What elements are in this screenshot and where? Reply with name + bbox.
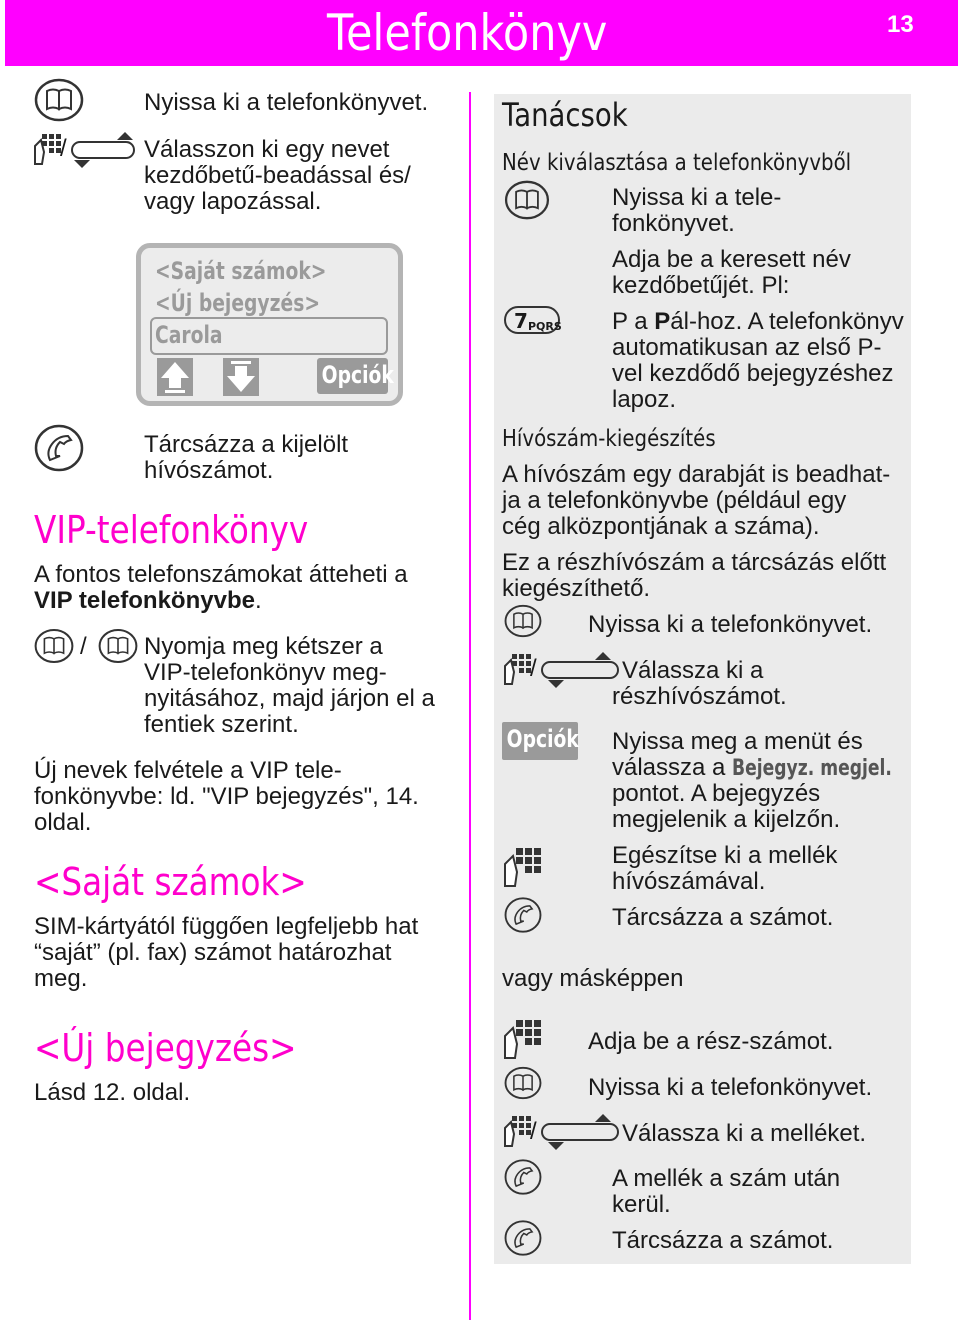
vip-step-4: fentiek szerint. (144, 711, 299, 738)
tips-part1-2: ja a telefonkönyvbe (például egy (502, 487, 847, 514)
tips-complete-2: hívószámával. (612, 868, 766, 895)
slash: / (80, 633, 87, 660)
slash: / (60, 135, 67, 162)
call-key-icon (504, 1219, 542, 1257)
step-select-name-3: vagy lapozással. (144, 188, 322, 215)
tips-dial: Tárcsázza a számot. (612, 904, 834, 931)
vip-new-3: oldal. (34, 809, 92, 836)
tips-or-otherwise: vagy másképpen (502, 965, 684, 992)
vip-step-2: VIP-telefonkönyv meg- (144, 659, 387, 686)
step-open-phonebook: Nyissa ki a telefonkönyvet. (144, 89, 429, 116)
display-selected-name: Carola (155, 321, 223, 349)
vip-new-2: fonkönyvbe: ld. "VIP bejegyzés", 14. (34, 783, 419, 810)
tips-open-1: Nyissa ki a tele- (612, 184, 782, 211)
phonebook-key-icon (98, 628, 138, 664)
vip-intro-2: VIP telefonkönyvbe. (34, 587, 262, 614)
tips-complete-1: Egészítse ki a mellék (612, 842, 838, 869)
nav-rocker-icon (70, 130, 136, 170)
tips-choose-part-1: Válassza ki a (622, 657, 764, 684)
phonebook-key-icon (504, 180, 550, 220)
tips-sub-number-completion: Hívószám-kiegészítés (502, 426, 716, 452)
step-dial-1: Tárcsázza a kijelölt (144, 431, 349, 458)
step-select-name-1: Válasszon ki egy nevet (144, 136, 390, 163)
tips-title: Tanácsok (502, 96, 628, 134)
phonebook-key-icon (504, 1066, 542, 1100)
tips-enter-1: Adja be a keresett név (612, 246, 851, 273)
tips-enter-part: Adja be a rész-számot. (588, 1028, 834, 1055)
heading-new-entry: <Új bejegyzés> (34, 1026, 297, 1070)
tips-p-line-2: automatikusan az első P- (612, 334, 882, 361)
tips-part1-3: cég alközpontjának a száma). (502, 513, 820, 540)
show-entry-softkey-label: Bejegyz. megjel. (732, 756, 892, 781)
tips-part1-1: A hívószám egy darabját is beadhat- (502, 461, 891, 488)
keypad-icon (502, 846, 542, 888)
page-number: 13 (887, 11, 914, 38)
tips-ext-after-2: kerül. (612, 1191, 671, 1218)
step-dial-2: hívószámot. (144, 457, 274, 484)
phonebook-key-icon (34, 78, 84, 122)
new-entry-text: Lásd 12. oldal. (34, 1079, 191, 1106)
tips-menu-2: válassza a Bejegyz. megjel. (612, 754, 892, 781)
arrow-up-icon (157, 358, 193, 396)
step-select-name-2: kezdőbetű-beadással és/ (144, 162, 411, 189)
key-7-icon: 7 PQRS (504, 306, 560, 334)
slash: / (530, 1118, 537, 1145)
tips-part2-1: Ez a részhívószám a tárcsázás előtt (502, 549, 887, 576)
call-key-icon (504, 1158, 542, 1196)
keypad-icon (502, 1018, 542, 1060)
page-header (5, 0, 958, 66)
display-line-own-numbers: <Saját számok> (155, 257, 327, 285)
tips-open-book-2: Nyissa ki a telefonkönyvet. (588, 1074, 873, 1101)
tips-menu-3: pontot. A bejegyzés (612, 780, 821, 807)
tips-ext-after-1: A mellék a szám után (612, 1165, 841, 1192)
vip-step-1: Nyomja meg kétszer a (144, 633, 383, 660)
own-text-3: meg. (34, 965, 88, 992)
tips-open-book: Nyissa ki a telefonkönyvet. (588, 611, 873, 638)
vip-new-1: Új nevek felvétele a VIP tele- (34, 757, 342, 784)
tips-p-line-3: vel kezdődő bejegyzéshez (612, 360, 894, 387)
nav-rocker-icon (540, 648, 620, 692)
tips-p-example: P a Pál-hoz. A telefonkönyv (612, 308, 904, 335)
keypad-icon (32, 132, 62, 166)
vip-step-3: nyitásához, majd járjon el a (144, 685, 435, 712)
tips-part2-2: kiegészíthető. (502, 575, 651, 602)
tips-choose-part-2: részhívószámot. (612, 683, 787, 710)
call-key-icon (34, 424, 84, 472)
heading-own-numbers: <Saját számok> (34, 860, 307, 904)
tips-enter-2: kezdőbetűjét. Pl: (612, 272, 790, 299)
display-options-softkey: Opciók (317, 358, 388, 394)
phonebook-key-icon (34, 628, 74, 664)
tips-menu-4: megjelenik a kijelzőn. (612, 806, 841, 833)
arrow-down-icon (223, 358, 259, 396)
phone-display (136, 243, 403, 406)
keypad-icon (502, 1114, 532, 1148)
tips-choose-ext: Válassza ki a melléket. (622, 1120, 867, 1147)
tips-sub-name-select: Név kiválasztása a telefonkönyvből (502, 150, 852, 176)
slash: / (530, 655, 537, 682)
keypad-icon (502, 652, 532, 686)
tips-p-line-4: lapoz. (612, 386, 677, 413)
page-title: Telefonkönyv (327, 4, 608, 62)
tips-open-2: fonkönyvet. (612, 210, 735, 237)
call-key-icon (504, 896, 542, 934)
own-text-2: “saját” (pl. fax) számot határozhat (34, 939, 392, 966)
nav-rocker-icon (540, 1110, 620, 1154)
display-line-new-entry: <Új bejegyzés> (155, 289, 321, 317)
vip-intro-1: A fontos telefonszámokat átteheti a (34, 561, 408, 588)
heading-vip-phonebook: VIP-telefonkönyv (34, 508, 309, 552)
column-divider (469, 92, 471, 1320)
options-softkey: Opciók (502, 722, 578, 760)
tips-dial-2: Tárcsázza a számot. (612, 1227, 834, 1254)
phonebook-key-icon (504, 604, 542, 638)
tips-menu-1: Nyissa meg a menüt és (612, 728, 863, 755)
own-text-1: SIM-kártyától függően legfeljebb hat (34, 913, 419, 940)
